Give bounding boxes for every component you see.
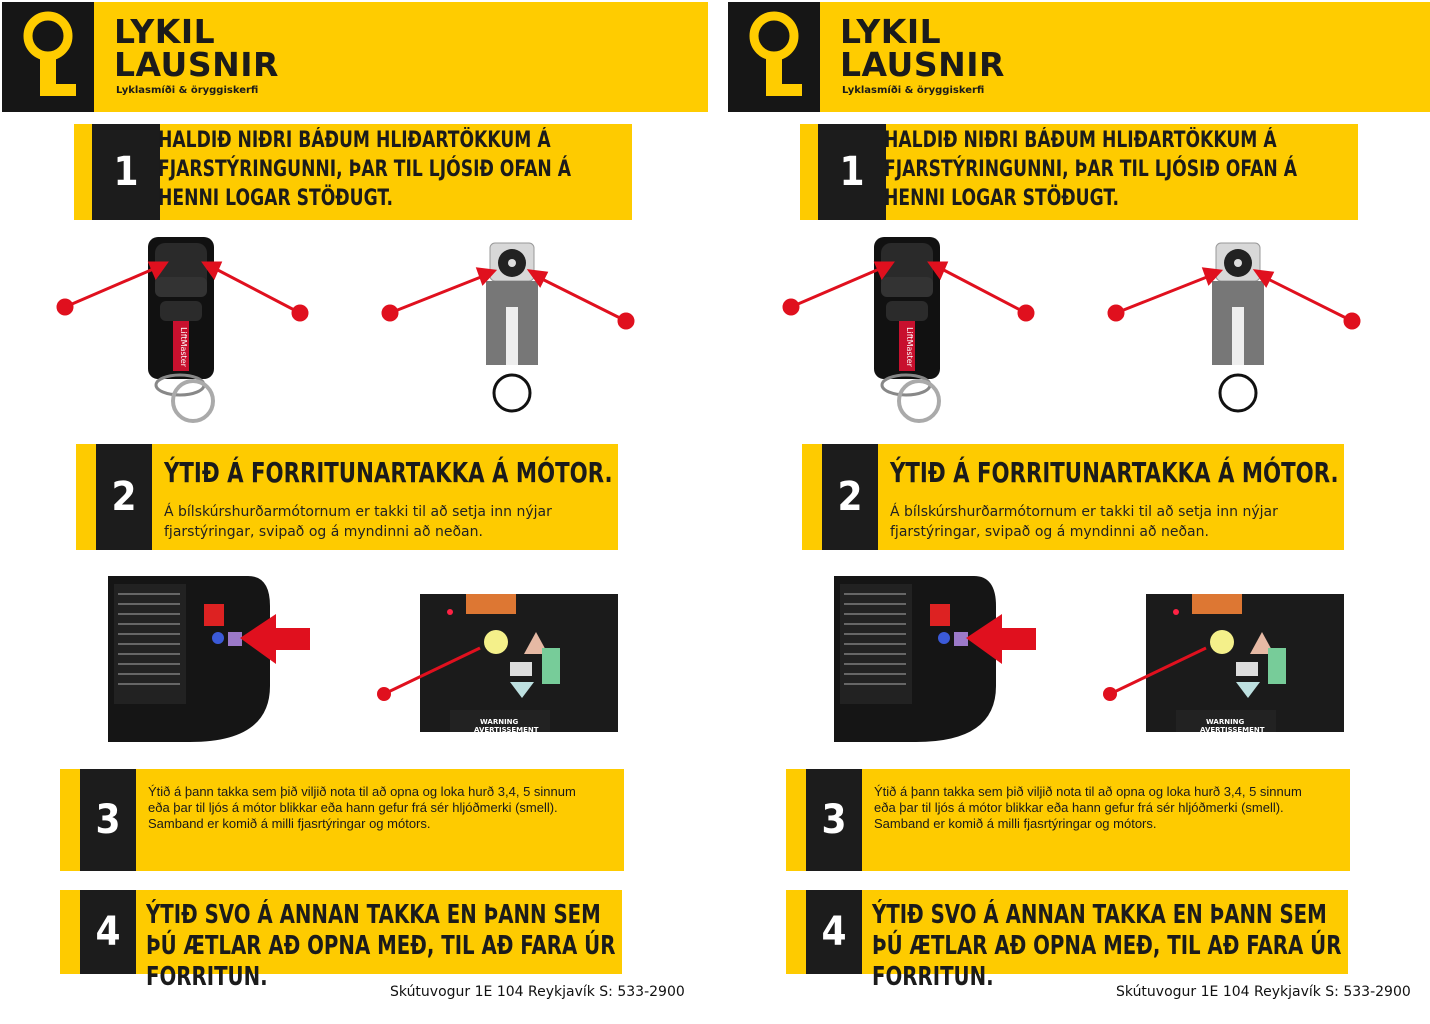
brand-name-line2: LAUSNIR	[114, 45, 279, 84]
warning-label-fr: AVERTISSEMENT	[1200, 726, 1265, 734]
instruction-page-left	[0, 0, 710, 1024]
step-heading: ÝTIÐ Á FORRITUNARTAKKA Á MÓTOR.	[164, 456, 613, 489]
header-banner	[728, 2, 1430, 112]
remote-illustrations	[40, 225, 660, 435]
step-3	[60, 769, 624, 871]
brand-tagline: Lyklasmíði & öryggiskerfi	[116, 85, 259, 96]
step-number: 4	[80, 890, 136, 974]
step-body: Ýtið á þann takka sem þið viljið nota til að opna og loka hurð 3,4, 5 sinnum eða þar til ljós á mótor blikkar eða hann gefur frá sér hljóðmerki (smell). Samband er komið á milli fjasrtýringar og mótors.	[874, 784, 1302, 831]
footer-address: Skútuvogur 1E 104 Reykjavík S: 533-2900	[390, 984, 685, 1000]
step-2	[76, 444, 618, 550]
brand-name-line1: LYKIL	[840, 12, 942, 51]
remote-illustrations	[766, 225, 1386, 435]
step-2	[802, 444, 1344, 550]
grey-remote-icon	[1212, 243, 1264, 411]
step-heading: HALDIÐ NIÐRI BÁÐUM HLIÐARTÖKKUM Á FJARSTÝRINGUNNI, ÞAR TIL LJÓSIÐ OFAN Á HENNI LOGAR STÖÐUGT.	[158, 128, 572, 211]
step-number: 2	[96, 444, 152, 550]
logo	[2, 2, 94, 112]
step-number: 3	[806, 769, 862, 871]
brand-name-line2: LAUSNIR	[840, 45, 1005, 84]
step-heading: ÝTIÐ SVO Á ANNAN TAKKA EN ÞANN SEM ÞÚ ÆTLAR AÐ OPNA MEÐ, TIL AÐ FARA ÚR FORRITUN.	[872, 900, 1342, 992]
step-4	[786, 890, 1348, 992]
grey-remote-icon	[486, 243, 538, 411]
step-number: 3	[80, 769, 136, 871]
step-number: 1	[818, 124, 886, 220]
warning-label: WARNING	[480, 718, 519, 726]
step-heading: ÝTIÐ Á FORRITUNARTAKKA Á MÓTOR.	[890, 456, 1339, 489]
step-number: 1	[92, 124, 160, 220]
instruction-page-right	[726, 0, 1430, 1024]
step-number: 4	[806, 890, 862, 974]
remote-arrows	[58, 263, 633, 328]
step-body: Ýtið á þann takka sem þið viljið nota til að opna og loka hurð 3,4, 5 sinnum eða þar til ljós á mótor blikkar eða hann gefur frá sér hljóðmerki (smell). Samband er komið á milli fjasrtýringar og mótors.	[148, 784, 576, 831]
key-logo-icon	[736, 10, 812, 104]
brand-tagline: Lyklasmíði & öryggiskerfi	[842, 85, 985, 96]
motor-illustrations	[100, 570, 630, 755]
logo	[728, 2, 820, 112]
motor-unit-1-icon	[834, 576, 996, 742]
motor-illustrations	[826, 570, 1356, 755]
step-number: 2	[822, 444, 878, 550]
remote-brand-label: LiftMaster	[905, 327, 914, 367]
step-3	[786, 769, 1350, 871]
step-body: Á bílskúrshurðarmótornum er takki til að setja inn nýjar fjarstýringar, svipað og á myndinni að neðan.	[890, 504, 1278, 540]
step-body: Á bílskúrshurðarmótornum er takki til að setja inn nýjar fjarstýringar, svipað og á myndinni að neðan.	[164, 504, 552, 540]
step-heading: HALDIÐ NIÐRI BÁÐUM HLIÐARTÖKKUM Á FJARSTÝRINGUNNI, ÞAR TIL LJÓSIÐ OFAN Á HENNI LOGAR STÖÐUGT.	[884, 128, 1298, 211]
brand-name-line1: LYKIL	[114, 12, 216, 51]
step-heading: ÝTIÐ SVO Á ANNAN TAKKA EN ÞANN SEM ÞÚ ÆTLAR AÐ OPNA MEÐ, TIL AÐ FARA ÚR FORRITUN.	[146, 900, 616, 992]
warning-label-fr: AVERTISSEMENT	[474, 726, 539, 734]
key-logo-icon	[10, 10, 86, 104]
step-4	[60, 890, 622, 992]
motor-unit-1-icon	[108, 576, 270, 742]
remote-arrows	[784, 263, 1359, 328]
remote-brand-label: LiftMaster	[179, 327, 188, 367]
step-1	[74, 124, 632, 220]
warning-label: WARNING	[1206, 718, 1245, 726]
step-1	[800, 124, 1358, 220]
footer-address: Skútuvogur 1E 104 Reykjavík S: 533-2900	[1116, 984, 1411, 1000]
header-banner	[2, 2, 708, 112]
